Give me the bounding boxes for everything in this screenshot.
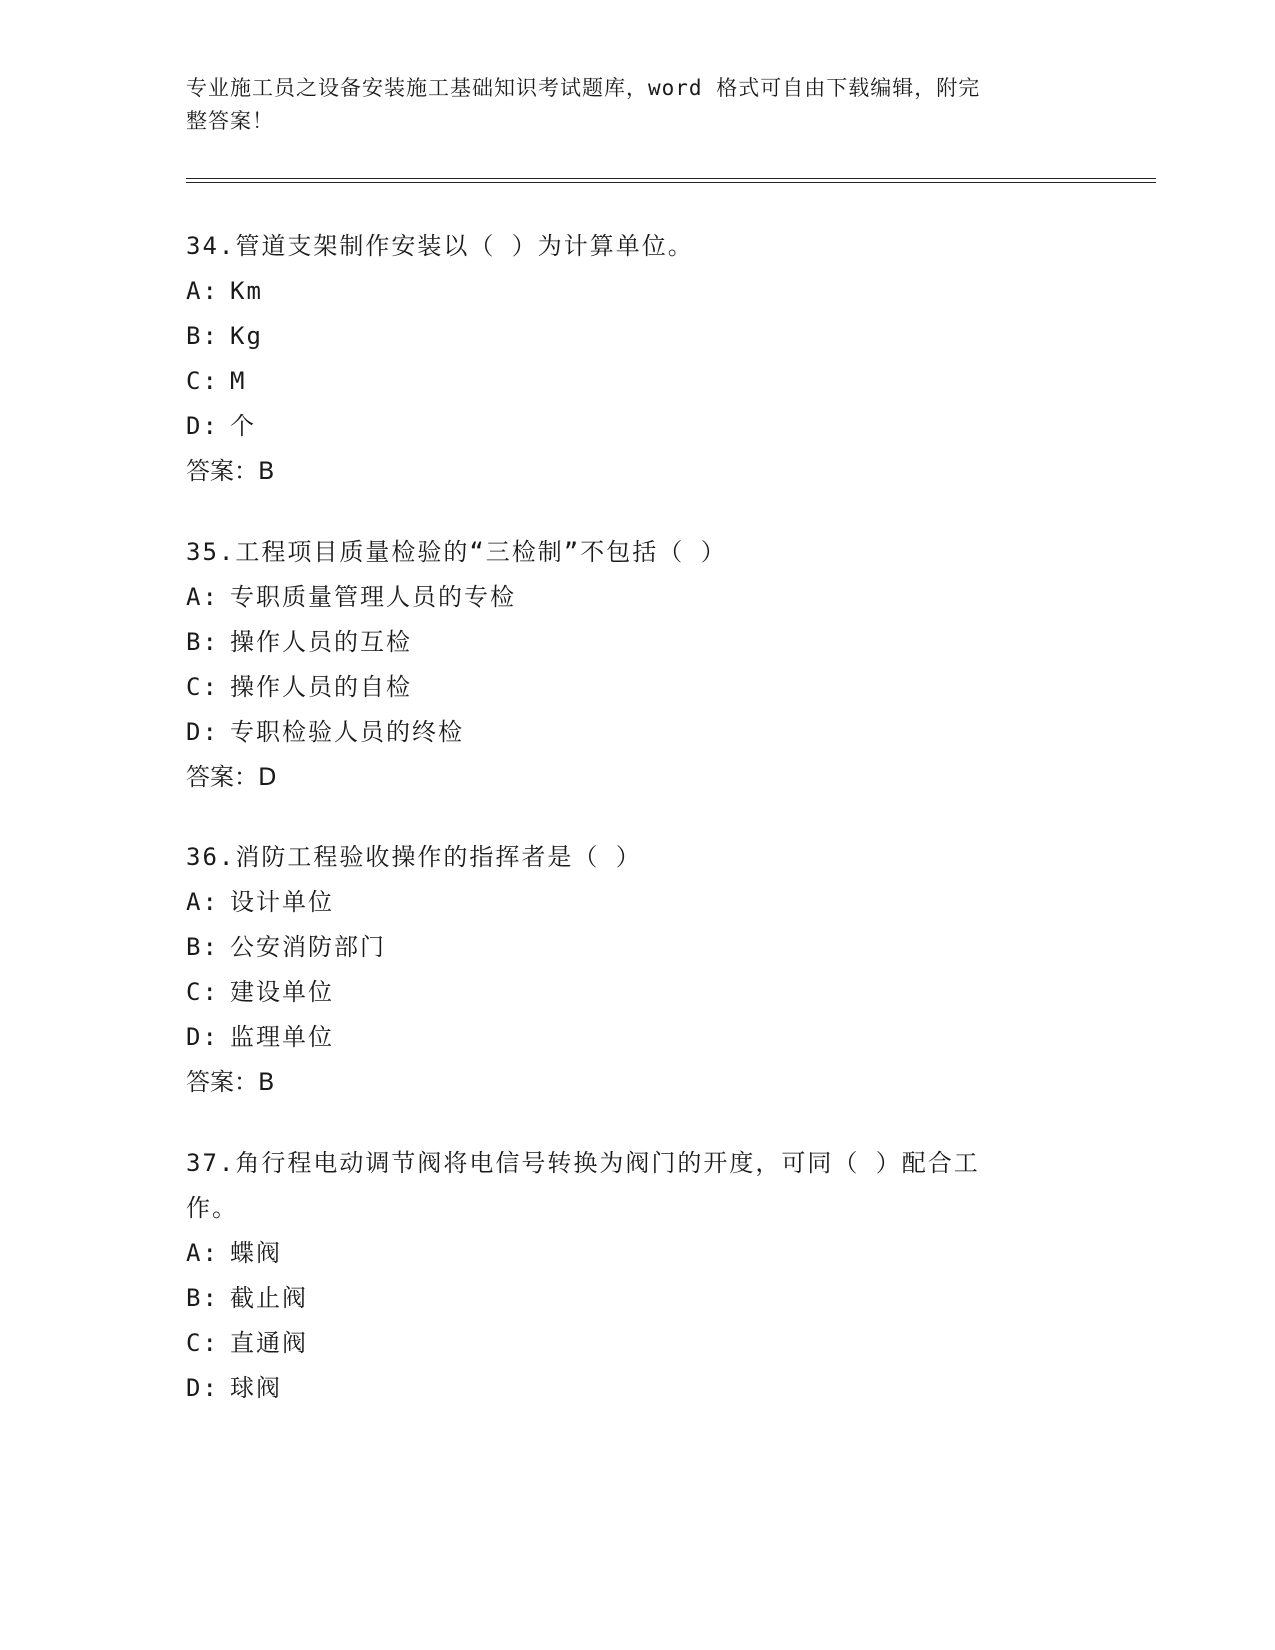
option-text: Km — [230, 277, 263, 305]
header-divider-top — [186, 178, 1156, 179]
option-a — [186, 1231, 1086, 1276]
option-letter: A: — [186, 888, 219, 916]
option-b — [186, 314, 1086, 359]
option-letter: D: — [186, 1374, 219, 1402]
option-b — [186, 1276, 1086, 1321]
document-page — [186, 0, 1156, 1650]
option-letter: C: — [186, 673, 219, 701]
option-text: M — [230, 367, 247, 395]
option-text: 专职质量管理人员的专检 — [230, 583, 516, 611]
answer: 答案：B — [186, 1068, 275, 1096]
option-a — [186, 575, 1086, 620]
option-text: 专职检验人员的终检 — [230, 718, 464, 746]
option-letter: C: — [186, 1329, 219, 1357]
option-a — [186, 269, 1086, 314]
document-header — [186, 72, 1066, 138]
question-34 — [186, 224, 1086, 494]
option-letter: B: — [186, 933, 219, 961]
option-text: 公安消防部门 — [230, 933, 386, 961]
option-text: 球阀 — [230, 1374, 282, 1402]
header-line-2: 整答案！ — [186, 109, 274, 133]
option-c — [186, 1321, 1086, 1366]
question-title-line-1: 37.角行程电动调节阀将电信号转换为阀门的开度，可同（ ）配合工 — [186, 1149, 980, 1177]
option-c — [186, 665, 1086, 710]
option-c — [186, 359, 1086, 404]
option-text: 设计单位 — [230, 888, 334, 916]
question-36 — [186, 835, 1086, 1105]
option-c — [186, 970, 1086, 1015]
option-d — [186, 710, 1086, 755]
option-text: Kg — [230, 322, 263, 350]
option-letter: B: — [186, 1284, 219, 1312]
option-text: 操作人员的自检 — [230, 673, 412, 701]
question-title: 36.消防工程验收操作的指挥者是（ ） — [186, 843, 642, 871]
header-divider-bottom — [186, 182, 1156, 183]
question-title: 35.工程项目质量检验的“三检制”不包括（ ） — [186, 538, 727, 566]
option-a — [186, 880, 1086, 925]
option-text: 蝶阀 — [230, 1239, 282, 1267]
question-35 — [186, 530, 1086, 800]
option-d — [186, 1366, 1086, 1411]
option-letter: C: — [186, 367, 219, 395]
option-letter: A: — [186, 583, 219, 611]
question-title-line-2: 作。 — [186, 1194, 238, 1222]
question-title: 34.管道支架制作安装以（ ）为计算单位。 — [186, 232, 694, 260]
option-letter: A: — [186, 277, 219, 305]
option-letter: B: — [186, 322, 219, 350]
answer: 答案：B — [186, 457, 275, 485]
option-text: 直通阀 — [230, 1329, 308, 1357]
option-text: 操作人员的互检 — [230, 628, 412, 656]
question-37 — [186, 1141, 1086, 1411]
option-text: 建设单位 — [230, 978, 334, 1006]
option-letter: D: — [186, 412, 219, 440]
option-letter: C: — [186, 978, 219, 1006]
option-letter: B: — [186, 628, 219, 656]
option-b — [186, 925, 1086, 970]
option-text: 截止阀 — [230, 1284, 308, 1312]
header-line-1: 专业施工员之设备安装施工基础知识考试题库，word 格式可自由下载编辑，附完 — [186, 76, 981, 100]
answer: 答案：D — [186, 763, 277, 791]
option-b — [186, 620, 1086, 665]
option-letter: A: — [186, 1239, 219, 1267]
option-d — [186, 1015, 1086, 1060]
option-text: 个 — [230, 412, 256, 440]
option-text: 监理单位 — [230, 1023, 334, 1051]
option-d — [186, 404, 1086, 449]
option-letter: D: — [186, 718, 219, 746]
option-letter: D: — [186, 1023, 219, 1051]
